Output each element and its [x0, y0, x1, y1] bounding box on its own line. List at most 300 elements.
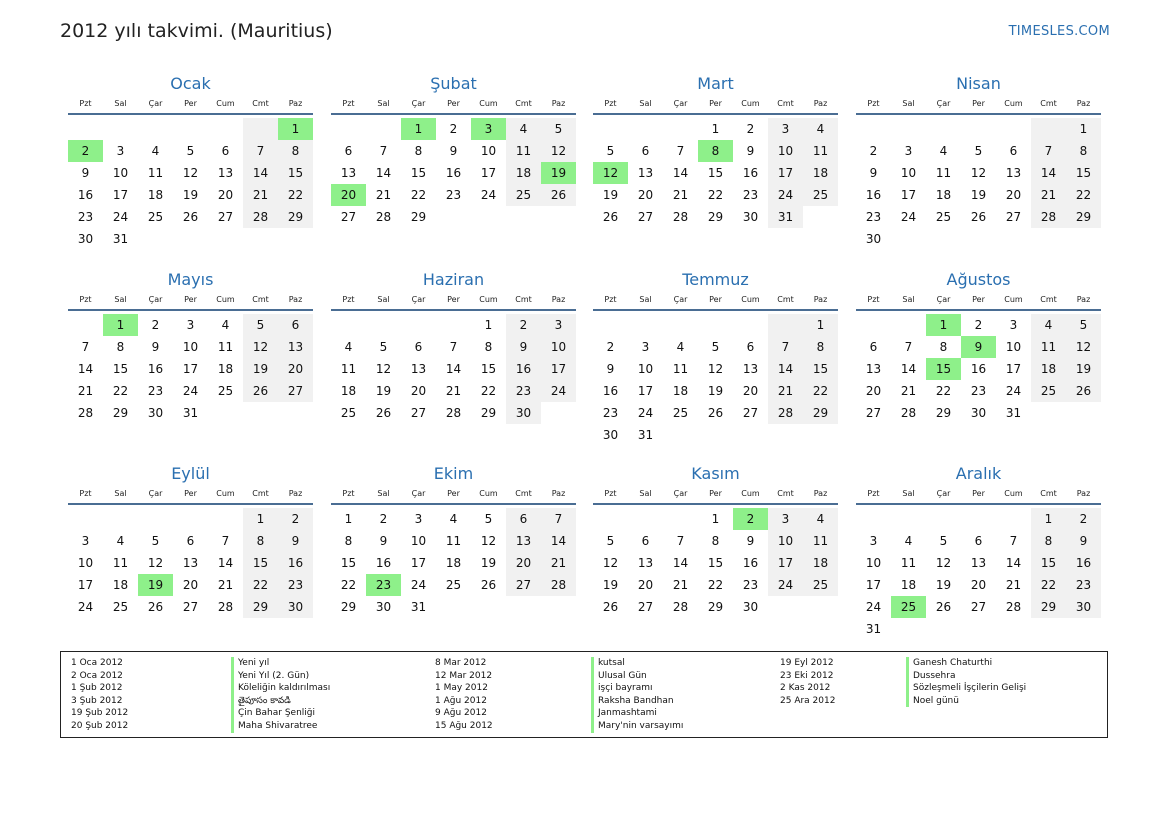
day-cell: 15: [707, 166, 724, 180]
weekday-label: Pzt: [79, 295, 92, 304]
day-cell: 25: [112, 600, 129, 614]
legend-holiday-name: Ganesh Chaturthi: [906, 657, 1026, 670]
header-rule: [331, 309, 576, 311]
weekday-label: Paz: [288, 489, 303, 498]
empty-cell: [1031, 118, 1066, 140]
day-cell: 30: [970, 406, 987, 420]
weekday-header: [593, 487, 838, 501]
weekday-label: Cmt: [777, 99, 794, 108]
day-cell: 14: [1031, 162, 1066, 184]
day-cell: 7: [449, 340, 458, 354]
day-cell: 13: [182, 556, 199, 570]
day-cell: 22: [243, 574, 278, 596]
day-cell: 9: [81, 166, 90, 180]
legend-date: 20 Şub 2012: [71, 720, 129, 731]
empty-cell: [366, 314, 401, 336]
day-cell: 23: [742, 578, 759, 592]
day-cell: 15: [707, 556, 724, 570]
day-cell: 16: [445, 166, 462, 180]
weekday-label: Pzt: [867, 99, 880, 108]
legend-date: 25 Ara 2012: [780, 695, 836, 706]
empty-cell: [138, 118, 173, 140]
day-cell: 26: [935, 600, 952, 614]
day-cell: 29: [1066, 206, 1101, 228]
day-cell: 25: [506, 184, 541, 206]
day-cell: 8: [414, 144, 423, 158]
day-cell: 26: [243, 380, 278, 402]
day-cell: 5: [484, 512, 493, 526]
holiday-day-cell: 2: [68, 140, 103, 162]
weekday-header: [68, 293, 313, 307]
legend-date: 23 Eki 2012: [780, 670, 834, 681]
legend-holiday-name: işçi bayramı: [591, 682, 683, 695]
day-cell: 30: [1066, 596, 1101, 618]
month-3: [593, 73, 838, 228]
day-cell: 17: [768, 552, 803, 574]
day-cell: 19: [707, 384, 724, 398]
day-cell: 20: [865, 384, 882, 398]
day-cell: 30: [506, 402, 541, 424]
day-cell: 12: [375, 362, 392, 376]
empty-cell: [891, 118, 926, 140]
weekday-label: Cum: [216, 295, 235, 304]
legend-holiday-name: Noel günü: [906, 695, 1026, 708]
day-cell: 13: [970, 556, 987, 570]
day-cell: 23: [147, 384, 164, 398]
day-cell: 23: [445, 188, 462, 202]
day-cell: 17: [541, 358, 576, 380]
legend-date: 8 Mar 2012: [435, 658, 487, 668]
month-name: Mart: [697, 74, 734, 93]
day-cell: 8: [344, 534, 353, 548]
day-grid: [331, 508, 576, 618]
day-cell: 15: [1066, 162, 1101, 184]
weekday-label: Cmt: [252, 489, 269, 498]
brand-link[interactable]: TIMESLES.COM: [1008, 24, 1110, 39]
day-cell: 12: [1066, 336, 1101, 358]
empty-cell: [891, 508, 926, 530]
day-cell: 26: [602, 600, 619, 614]
month-1: [68, 73, 313, 250]
day-cell: 19: [935, 578, 952, 592]
day-cell: 8: [116, 340, 125, 354]
day-cell: 12: [480, 534, 497, 548]
legend-date: 19 Şub 2012: [71, 708, 129, 719]
weekday-label: Per: [972, 295, 985, 304]
weekday-label: Sal: [377, 99, 390, 108]
day-cell: 25: [803, 184, 838, 206]
weekday-label: Cum: [479, 489, 498, 498]
day-cell: 15: [112, 362, 129, 376]
day-cell: 13: [637, 556, 654, 570]
day-cell: 25: [445, 578, 462, 592]
weekday-label: Paz: [1076, 295, 1091, 304]
day-cell: 21: [672, 578, 689, 592]
month-name: Nisan: [956, 74, 1001, 93]
weekday-label: Çar: [411, 295, 426, 304]
empty-cell: [663, 508, 698, 530]
weekday-label: Cmt: [515, 295, 532, 304]
month-name: Eylül: [171, 464, 210, 483]
empty-cell: [733, 314, 768, 336]
empty-cell: [593, 314, 628, 336]
empty-cell: [436, 314, 471, 336]
weekday-label: Çar: [936, 99, 951, 108]
day-cell: 21: [77, 384, 94, 398]
day-cell: 3: [186, 318, 195, 332]
day-cell: 5: [1066, 314, 1101, 336]
day-cell: 17: [480, 166, 497, 180]
holiday-day-cell: 1: [278, 118, 313, 140]
weekday-label: Per: [709, 295, 722, 304]
weekday-label: Sal: [377, 295, 390, 304]
day-cell: 23: [742, 188, 759, 202]
day-cell: 16: [506, 358, 541, 380]
month-10: [331, 463, 576, 618]
day-cell: 22: [112, 384, 129, 398]
day-cell: 26: [602, 210, 619, 224]
day-cell: 9: [746, 144, 755, 158]
legend-holiday-name: Mary'nin varsayımı: [591, 720, 683, 733]
empty-cell: [856, 314, 891, 336]
empty-cell: [663, 314, 698, 336]
day-cell: 1: [344, 512, 353, 526]
day-cell: 29: [340, 600, 357, 614]
day-cell: 20: [637, 578, 654, 592]
weekday-label: Per: [184, 99, 197, 108]
day-cell: 3: [768, 118, 803, 140]
weekday-label: Cmt: [515, 489, 532, 498]
day-cell: 15: [278, 162, 313, 184]
empty-cell: [961, 118, 996, 140]
day-cell: 24: [1005, 384, 1022, 398]
weekday-label: Pzt: [604, 99, 617, 108]
day-cell: 20: [1005, 188, 1022, 202]
day-cell: 7: [81, 340, 90, 354]
day-cell: 12: [602, 556, 619, 570]
day-cell: 8: [243, 530, 278, 552]
weekday-label: Paz: [813, 295, 828, 304]
day-cell: 31: [410, 600, 427, 614]
weekday-label: Sal: [377, 489, 390, 498]
day-cell: 29: [278, 206, 313, 228]
day-cell: 11: [340, 362, 357, 376]
day-cell: 21: [243, 184, 278, 206]
day-cell: 5: [974, 144, 983, 158]
month-name: Kasım: [691, 464, 740, 483]
day-cell: 24: [768, 184, 803, 206]
day-grid: [856, 508, 1101, 640]
day-cell: 10: [900, 166, 917, 180]
day-cell: 14: [900, 362, 917, 376]
day-grid: [856, 118, 1101, 250]
day-cell: 7: [1031, 140, 1066, 162]
weekday-label: Per: [184, 489, 197, 498]
day-grid: [68, 314, 313, 424]
day-cell: 10: [182, 340, 199, 354]
weekday-label: Sal: [902, 295, 915, 304]
empty-cell: [173, 508, 208, 530]
day-cell: 8: [1066, 140, 1101, 162]
weekday-label: Per: [972, 489, 985, 498]
day-cell: 10: [410, 534, 427, 548]
holiday-day-cell: 19: [541, 162, 576, 184]
weekday-label: Sal: [639, 99, 652, 108]
weekday-label: Çar: [411, 489, 426, 498]
day-cell: 14: [375, 166, 392, 180]
day-cell: 24: [77, 600, 94, 614]
day-cell: 15: [340, 556, 357, 570]
day-cell: 14: [217, 556, 234, 570]
day-cell: 26: [375, 406, 392, 420]
day-cell: 11: [112, 556, 129, 570]
header-rule: [68, 503, 313, 505]
day-cell: 25: [803, 574, 838, 596]
day-cell: 28: [1031, 206, 1066, 228]
day-cell: 19: [480, 556, 497, 570]
weekday-label: Cmt: [1040, 295, 1057, 304]
day-cell: 24: [541, 380, 576, 402]
day-cell: 13: [410, 362, 427, 376]
day-cell: 3: [1009, 318, 1018, 332]
legend-holiday-name: Maha Shivaratree: [231, 720, 330, 733]
day-cell: 15: [803, 358, 838, 380]
day-cell: 28: [900, 406, 917, 420]
day-cell: 5: [606, 534, 615, 548]
weekday-label: Pzt: [604, 489, 617, 498]
weekday-label: Per: [709, 99, 722, 108]
day-cell: 19: [1066, 358, 1101, 380]
weekday-label: Çar: [673, 489, 688, 498]
day-cell: 1: [1031, 508, 1066, 530]
legend-date: 15 Ağu 2012: [435, 720, 493, 731]
day-cell: 22: [410, 188, 427, 202]
legend-names: [591, 657, 683, 733]
month-9: [68, 463, 313, 618]
empty-cell: [138, 508, 173, 530]
day-cell: 28: [375, 210, 392, 224]
day-cell: 21: [217, 578, 234, 592]
day-cell: 1: [803, 314, 838, 336]
day-cell: 24: [112, 210, 129, 224]
empty-cell: [103, 118, 138, 140]
day-cell: 12: [182, 166, 199, 180]
empty-cell: [68, 118, 103, 140]
day-cell: 7: [541, 508, 576, 530]
day-cell: 30: [147, 406, 164, 420]
day-cell: 17: [112, 188, 129, 202]
day-cell: 3: [904, 144, 913, 158]
day-cell: 28: [768, 402, 803, 424]
weekday-label: Sal: [114, 295, 127, 304]
month-6: [331, 269, 576, 424]
day-grid: [331, 118, 576, 228]
month-7: [593, 269, 838, 446]
weekday-label: Cum: [741, 489, 760, 498]
day-cell: 16: [742, 166, 759, 180]
day-cell: 14: [672, 166, 689, 180]
day-cell: 14: [77, 362, 94, 376]
day-cell: 20: [742, 384, 759, 398]
weekday-header: [68, 487, 313, 501]
day-cell: 21: [900, 384, 917, 398]
empty-cell: [926, 118, 961, 140]
day-cell: 27: [637, 210, 654, 224]
day-cell: 20: [970, 578, 987, 592]
day-cell: 30: [865, 232, 882, 246]
day-cell: 18: [112, 578, 129, 592]
day-cell: 11: [1031, 336, 1066, 358]
header-rule: [331, 503, 576, 505]
day-cell: 24: [182, 384, 199, 398]
empty-cell: [891, 314, 926, 336]
day-cell: 26: [707, 406, 724, 420]
day-grid: [593, 118, 838, 228]
empty-cell: [698, 314, 733, 336]
day-cell: 18: [217, 362, 234, 376]
empty-cell: [331, 314, 366, 336]
day-cell: 11: [445, 534, 462, 548]
day-cell: 23: [602, 406, 619, 420]
weekday-label: Paz: [1076, 99, 1091, 108]
month-name: Şubat: [430, 74, 477, 93]
day-cell: 24: [865, 600, 882, 614]
header-rule: [856, 503, 1101, 505]
day-cell: 22: [707, 578, 724, 592]
day-cell: 3: [768, 508, 803, 530]
day-cell: 30: [602, 428, 619, 442]
legend-holiday-name: kutsal: [591, 657, 683, 670]
day-cell: 25: [340, 406, 357, 420]
day-cell: 20: [217, 188, 234, 202]
holiday-day-cell: 1: [103, 314, 138, 336]
day-cell: 4: [506, 118, 541, 140]
legend-holiday-name: తైపూసం కావడి: [231, 695, 330, 708]
day-cell: 30: [375, 600, 392, 614]
day-cell: 4: [939, 144, 948, 158]
holiday-day-cell: 8: [698, 140, 733, 162]
weekday-header: [593, 293, 838, 307]
day-cell: 28: [217, 600, 234, 614]
holiday-day-cell: 3: [471, 118, 506, 140]
day-cell: 29: [935, 406, 952, 420]
day-cell: 10: [637, 362, 654, 376]
holiday-day-cell: 25: [891, 596, 926, 618]
day-cell: 9: [746, 534, 755, 548]
empty-cell: [173, 118, 208, 140]
legend-holiday-name: Sözleşmeli İşçilerin Gelişi: [906, 682, 1026, 695]
day-cell: 11: [217, 340, 234, 354]
day-cell: 4: [803, 118, 838, 140]
weekday-label: Cum: [1004, 99, 1023, 108]
day-cell: 19: [182, 188, 199, 202]
legend-holiday-name: Ulusal Gün: [591, 670, 683, 683]
page-title: 2012 yılı takvimi. (Mauritius): [60, 20, 333, 42]
weekday-header: [331, 293, 576, 307]
holiday-day-cell: 1: [401, 118, 436, 140]
day-cell: 9: [1066, 530, 1101, 552]
weekday-header: [331, 97, 576, 111]
day-cell: 12: [541, 140, 576, 162]
day-cell: 9: [449, 144, 458, 158]
weekday-label: Sal: [639, 489, 652, 498]
day-cell: 14: [541, 530, 576, 552]
day-cell: 25: [217, 384, 234, 398]
weekday-label: Sal: [114, 99, 127, 108]
holiday-day-cell: 12: [593, 162, 628, 184]
day-cell: 5: [711, 340, 720, 354]
weekday-label: Çar: [673, 295, 688, 304]
weekday-label: Cmt: [777, 295, 794, 304]
day-cell: 1: [711, 122, 720, 136]
weekday-label: Paz: [551, 295, 566, 304]
day-cell: 12: [935, 556, 952, 570]
day-cell: 13: [340, 166, 357, 180]
day-cell: 31: [112, 232, 129, 246]
day-cell: 6: [1009, 144, 1018, 158]
day-cell: 20: [637, 188, 654, 202]
day-cell: 13: [865, 362, 882, 376]
day-cell: 1: [243, 508, 278, 530]
legend-date: 2 Kas 2012: [780, 683, 831, 694]
day-cell: 24: [637, 406, 654, 420]
empty-cell: [856, 118, 891, 140]
day-cell: 30: [77, 232, 94, 246]
legend-holiday-name: Dussehra: [906, 670, 1026, 683]
day-cell: 31: [182, 406, 199, 420]
day-cell: 17: [637, 384, 654, 398]
day-cell: 9: [869, 166, 878, 180]
weekday-label: Per: [447, 99, 460, 108]
weekday-label: Çar: [148, 295, 163, 304]
day-cell: 31: [768, 206, 803, 228]
day-cell: 4: [221, 318, 230, 332]
month-name: Haziran: [422, 270, 485, 289]
day-cell: 20: [278, 358, 313, 380]
empty-cell: [208, 508, 243, 530]
day-cell: 7: [221, 534, 230, 548]
legend-date: 2 Oca 2012: [71, 670, 123, 681]
legend-date: 1 May 2012: [435, 683, 488, 694]
day-cell: 27: [865, 406, 882, 420]
day-cell: 24: [900, 210, 917, 224]
day-cell: 6: [278, 314, 313, 336]
legend-dates: [780, 657, 835, 707]
day-cell: 14: [672, 556, 689, 570]
weekday-label: Çar: [411, 99, 426, 108]
day-cell: 10: [865, 556, 882, 570]
day-cell: 10: [768, 140, 803, 162]
day-cell: 10: [541, 336, 576, 358]
day-cell: 6: [869, 340, 878, 354]
day-cell: 25: [147, 210, 164, 224]
day-cell: 26: [1066, 380, 1101, 402]
day-cell: 26: [182, 210, 199, 224]
day-cell: 29: [803, 402, 838, 424]
empty-cell: [331, 118, 366, 140]
day-cell: 23: [1066, 574, 1101, 596]
weekday-label: Cum: [479, 295, 498, 304]
empty-cell: [768, 314, 803, 336]
day-cell: 27: [217, 210, 234, 224]
day-cell: 28: [243, 206, 278, 228]
holiday-day-cell: 15: [926, 358, 961, 380]
weekday-header: [331, 487, 576, 501]
month-8: [856, 269, 1101, 424]
day-cell: 13: [278, 336, 313, 358]
day-cell: 15: [1031, 552, 1066, 574]
day-cell: 11: [900, 556, 917, 570]
